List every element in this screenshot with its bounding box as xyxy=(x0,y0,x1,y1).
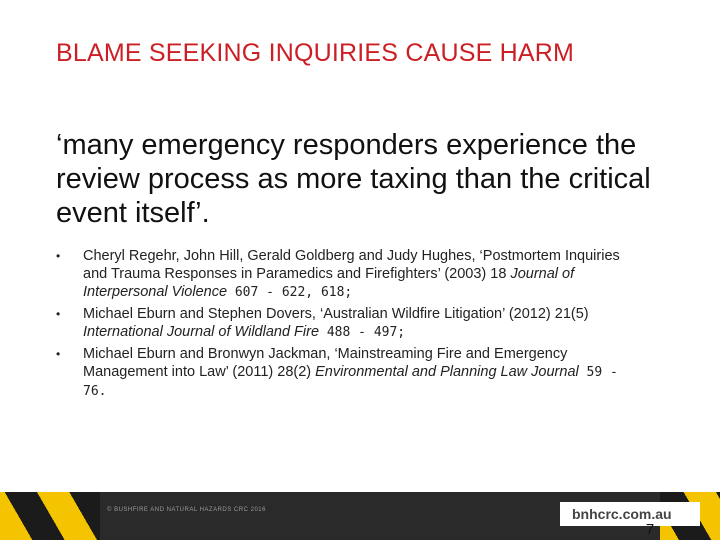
brand-url: bnhcrc.com.au xyxy=(560,502,700,526)
reference-journal: Journal of Interpersonal Violence xyxy=(83,266,575,300)
reference-item xyxy=(56,247,636,302)
page-number: 7 xyxy=(645,521,655,538)
bullet: • xyxy=(56,307,61,321)
copyright-text: © BUSHFIRE AND NATURAL HAZARDS CRC 2016 xyxy=(107,507,266,513)
reference-text: Michael Eburn and Stephen Dovers, ‘Australian Wildfire Litigation’ (2012) 21(5) xyxy=(83,306,589,322)
reference-list xyxy=(56,247,636,404)
reference-text: Cheryl Regehr, John Hill, Gerald Goldberg and Judy Hughes, ‘Postmortem Inquiries and Trauma Responses in Paramedics and Firefighters’ (2003) 18 xyxy=(83,248,620,282)
reference-pages: 488 - 497; xyxy=(319,325,406,340)
reference-pages: 607 - 622, 618; xyxy=(227,285,353,300)
slide-title: BLAME SEEKING INQUIRIES CAUSE HARM xyxy=(56,39,575,67)
reference-item xyxy=(56,345,636,401)
bullet: • xyxy=(56,347,61,361)
reference-item xyxy=(56,305,636,342)
footer xyxy=(0,492,720,540)
bullet: • xyxy=(56,249,61,263)
slide-quote: ‘many emergency responders experience the review process as more taxing than the critical event itself’. xyxy=(56,129,651,229)
reference-pages: 59 - 76. xyxy=(83,365,618,399)
reference-journal: Environmental and Planning Law Journal xyxy=(315,364,579,380)
reference-journal: International Journal of Wildland Fire xyxy=(83,324,320,340)
reference-text: Michael Eburn and Bronwyn Jackman, ‘Mainstreaming Fire and Emergency Management into Law’ (2011) 28(2) xyxy=(83,346,568,380)
